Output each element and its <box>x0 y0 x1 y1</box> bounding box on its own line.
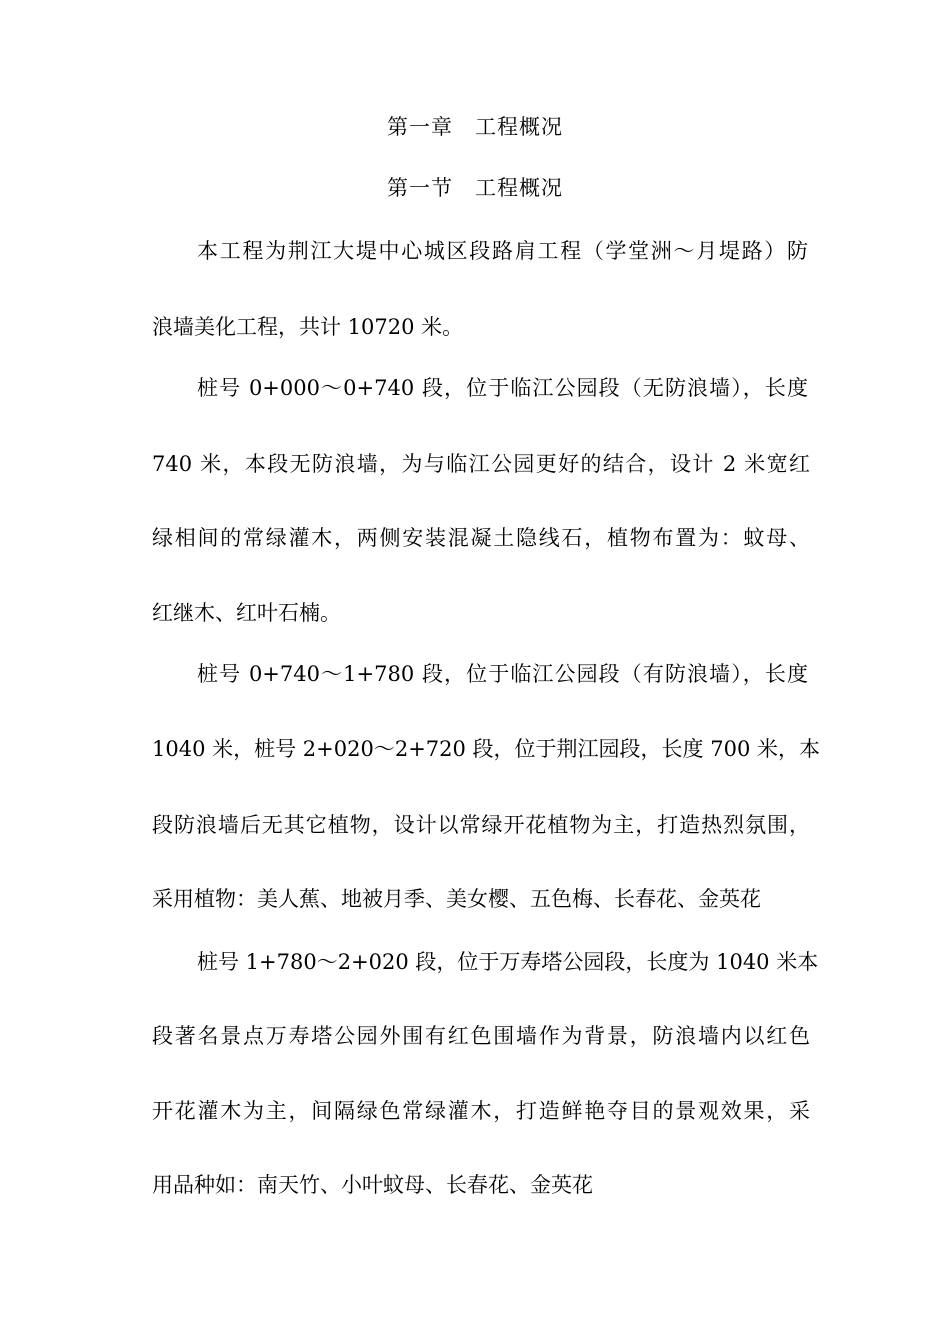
paragraph-line: 1040 米，桩号 2+020～2+720 段，位于荆江园段，长度 700 米，本 <box>152 737 820 761</box>
paragraph-line: 段著名景点万寿塔公园外围有红色围墙作为背景，防浪墙内以红色 <box>152 1024 810 1048</box>
paragraph-line: 桩号 1+780～2+020 段，位于万寿塔公园段，长度为 1040 米本 <box>197 950 819 974</box>
paragraph-line: 浪墙美化工程，共计 10720 米。 <box>152 315 464 339</box>
paragraph-line: 段防浪墙后无其它植物，设计以常绿开花植物为主，打造热烈氛围， <box>152 813 810 837</box>
paragraph-line: 绿相间的常绿灌木，两侧安装混凝土隐线石，植物布置为：蚊母、 <box>152 526 810 550</box>
paragraph-line: 开花灌木为主，间隔绿色常绿灌木，打造鲜艳夺目的景观效果，采 <box>152 1099 810 1123</box>
paragraph-line: 桩号 0+740～1+780 段，位于临江公园段（有防浪墙），长度 <box>197 662 808 686</box>
paragraph-line: 本工程为荆江大堤中心城区段路肩工程（学堂洲～月堤路）防 <box>197 239 808 263</box>
paragraph-line: 用品种如：南天竹、小叶蚊母、长春花、金英花 <box>152 1173 593 1197</box>
chapter-title: 第一章 工程概况 <box>387 115 563 139</box>
paragraph-line: 桩号 0+000～0+740 段，位于临江公园段（无防浪墙），长度 <box>197 376 808 400</box>
section-title: 第一节 工程概况 <box>387 176 563 200</box>
paragraph-line: 红继木、红叶石楠。 <box>152 601 341 625</box>
paragraph-line: 740 米，本段无防浪墙，为与临江公园更好的结合，设计 2 米宽红 <box>152 452 810 476</box>
paragraph-line: 采用植物：美人蕉、地被月季、美女樱、五色梅、长春花、金英花 <box>152 887 761 911</box>
